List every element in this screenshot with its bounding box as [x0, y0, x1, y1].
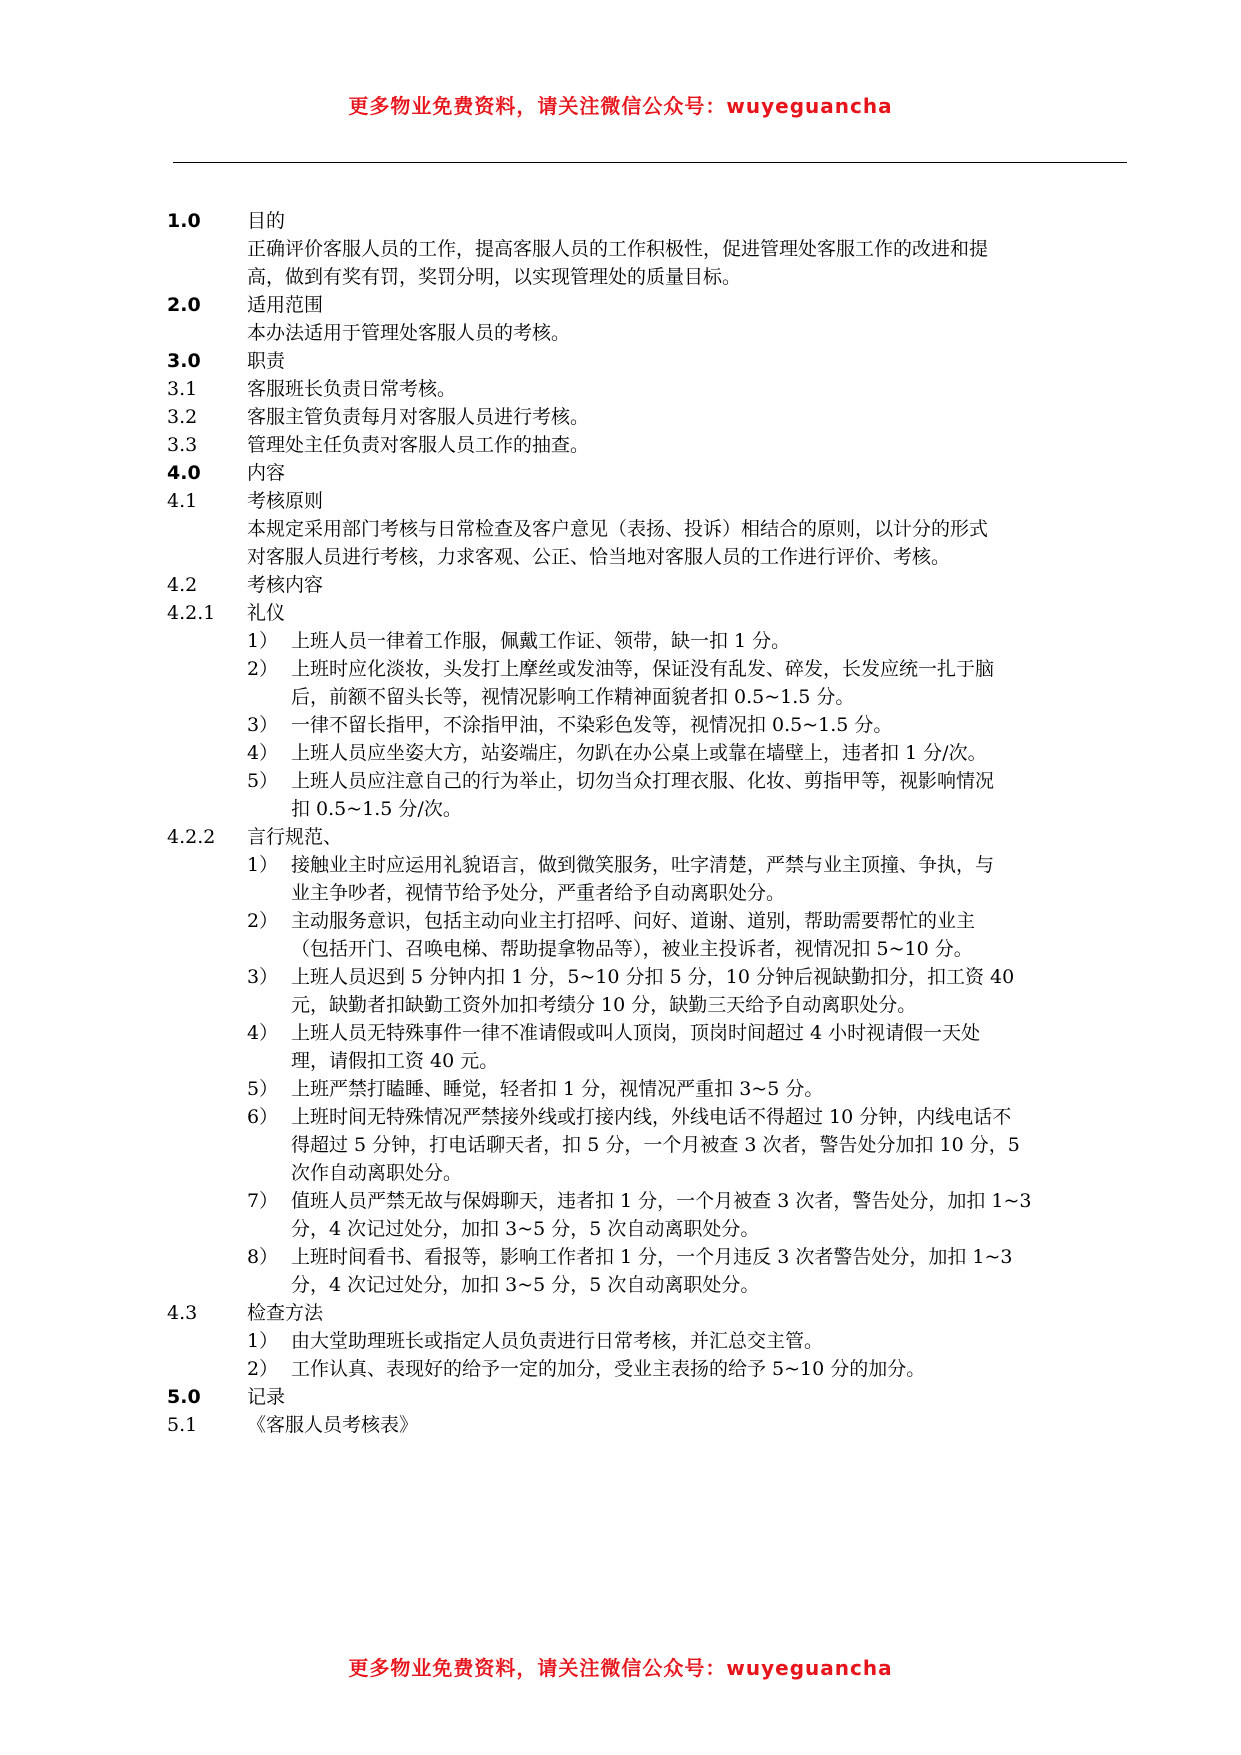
subsection-title: 考核内容: [247, 574, 324, 596]
subsection-row: [167, 403, 1127, 431]
subsection-title: 检查方法: [247, 1302, 324, 1324]
subsection-heading: [167, 1299, 1127, 1327]
list-line: 理，请假扣工资 40 元。: [291, 1050, 499, 1072]
list-item: [167, 1243, 1127, 1299]
subsection-row: [167, 431, 1127, 459]
subsection-number: 4.1: [167, 490, 198, 512]
paragraph-line: 对客服人员进行考核，力求客观、公正、恰当地对客服人员的工作进行评价、考核。: [247, 546, 951, 568]
subsection-number: 4.2.1: [167, 602, 216, 624]
subsection-title: 言行规范、: [247, 826, 343, 848]
list-line: 后，前额不留头长等，视情况影响工作精神面貌者扣 0.5~1.5 分。: [291, 686, 855, 708]
list-marker: 2）: [247, 1358, 279, 1380]
section-number: 3.0: [167, 350, 201, 372]
subsection-number: 4.3: [167, 1302, 198, 1324]
section-number: 1.0: [167, 210, 201, 232]
section-title: 职责: [247, 350, 286, 372]
list-item: [167, 1019, 1127, 1075]
section-5-heading: [167, 1383, 1127, 1411]
list-line: 上班时间看书、看报等，影响工作者扣 1 分，一个月违反 3 次者警告处分，加扣 1~3: [291, 1246, 1013, 1268]
list-marker: 5）: [247, 1078, 279, 1100]
subsection-text: 客服班长负责日常考核。: [247, 378, 457, 400]
subsubsection-heading: [167, 599, 1127, 627]
list-line: 得超过 5 分钟，打电话聊天者，扣 5 分，一个月被查 3 次者，警告处分加扣 10 分，5: [291, 1134, 1020, 1156]
section-2-heading: [167, 291, 1127, 319]
list-item: [167, 907, 1127, 963]
subsection-number: 4.2: [167, 574, 198, 596]
subsection-title: 考核原则: [247, 490, 324, 512]
list-item: [167, 963, 1127, 1019]
subsection-heading: [167, 487, 1127, 515]
subsection-number: 3.1: [167, 378, 198, 400]
list-line: 扣 0.5~1.5 分/次。: [291, 798, 462, 820]
paragraph-line: 本办法适用于管理处客服人员的考核。: [247, 322, 571, 344]
list-line: 上班人员无特殊事件一律不准请假或叫人顶岗，顶岗时间超过 4 小时视请假一天处: [291, 1022, 981, 1044]
subsection-text: 管理处主任负责对客服人员工作的抽查。: [247, 434, 590, 456]
section-number: 2.0: [167, 294, 201, 316]
list-item: [167, 767, 1127, 823]
subsection-row: [167, 375, 1127, 403]
list-line: 工作认真、表现好的给予一定的加分，受业主表扬的给予 5~10 分的加分。: [291, 1358, 926, 1380]
footer-banner: 更多物业免费资料，请关注微信公众号：wuyeguancha: [348, 1656, 893, 1680]
subsection-number: 5.1: [167, 1414, 198, 1436]
list-item: [167, 851, 1127, 907]
list-line: 上班人员应坐姿大方，站姿端庄，勿趴在办公桌上或靠在墙壁上，违者扣 1 分/次。: [291, 742, 987, 764]
list-line: 上班人员应注意自己的行为举止，切勿当众打理衣服、化妆、剪指甲等，视影响情况: [291, 770, 995, 792]
list-marker: 4）: [247, 1022, 279, 1044]
list-item: [167, 627, 1127, 655]
header-rule: [173, 162, 1127, 163]
list-marker: 4）: [247, 742, 279, 764]
list-item: [167, 1327, 1127, 1355]
paragraph-line: 本规定采用部门考核与日常检查及客户意见（表扬、投诉）相结合的原则，以计分的形式: [247, 518, 989, 540]
document-body: [167, 207, 1127, 1439]
subsection-row: [167, 1411, 1127, 1439]
list-item: [167, 1075, 1127, 1103]
list-line: （包括开门、召唤电梯、帮助提拿物品等），被业主投诉者，视情况扣 5~10 分。: [291, 938, 973, 960]
list-line: 上班严禁打瞌睡、睡觉，轻者扣 1 分，视情况严重扣 3~5 分。: [291, 1078, 824, 1100]
list-line: 业主争吵者，视情节给予处分，严重者给予自动离职处分。: [291, 882, 786, 904]
list-line: 上班人员迟到 5 分钟内扣 1 分，5~10 分扣 5 分，10 分钟后视缺勤扣分，扣工资 40: [291, 966, 1015, 988]
list-marker: 2）: [247, 658, 279, 680]
list-line: 元，缺勤者扣缺勤工资外加扣考绩分 10 分，缺勤三天给予自动离职处分。: [291, 994, 917, 1016]
list-marker: 7）: [247, 1190, 279, 1212]
subsection-heading: [167, 571, 1127, 599]
list-item: [167, 1103, 1127, 1187]
list-line: 上班时间无特殊情况严禁接外线或打接内线，外线电话不得超过 10 分钟，内线电话不: [291, 1106, 1012, 1128]
section-3-heading: [167, 347, 1127, 375]
list-item: [167, 711, 1127, 739]
header-banner: 更多物业免费资料，请关注微信公众号：wuyeguancha: [348, 94, 893, 118]
subsection-text: 《客服人员考核表》: [247, 1414, 419, 1436]
subsection-number: 3.2: [167, 406, 198, 428]
list-line: 分，4 次记过处分，加扣 3~5 分，5 次自动离职处分。: [291, 1218, 760, 1240]
list-item: [167, 1355, 1127, 1383]
list-line: 上班人员一律着工作服，佩戴工作证、领带，缺一扣 1 分。: [291, 630, 791, 652]
list-line: 由大堂助理班长或指定人员负责进行日常考核，并汇总交主管。: [291, 1330, 824, 1352]
section-number: 4.0: [167, 462, 201, 484]
list-marker: 2）: [247, 910, 279, 932]
subsubsection-heading: [167, 823, 1127, 851]
list-item: [167, 739, 1127, 767]
section-number: 5.0: [167, 1386, 201, 1408]
section-title: 内容: [247, 462, 286, 484]
section-1-heading: [167, 207, 1127, 235]
list-item: [167, 1187, 1127, 1243]
subsection-text: 客服主管负责每月对客服人员进行考核。: [247, 406, 590, 428]
subsection-number: 3.3: [167, 434, 198, 456]
list-marker: 5）: [247, 770, 279, 792]
list-marker: 1）: [247, 854, 279, 876]
list-item: [167, 655, 1127, 711]
list-marker: 8）: [247, 1246, 279, 1268]
list-marker: 3）: [247, 966, 279, 988]
list-marker: 3）: [247, 714, 279, 736]
list-marker: 1）: [247, 630, 279, 652]
list-line: 次作自动离职处分。: [291, 1162, 463, 1184]
list-line: 接触业主时应运用礼貌语言，做到微笑服务，吐字清楚，严禁与业主顶撞、争执，与: [291, 854, 995, 876]
list-line: 分，4 次记过处分，加扣 3~5 分，5 次自动离职处分。: [291, 1274, 760, 1296]
paragraph-line: 高，做到有奖有罚，奖罚分明，以实现管理处的质量目标。: [247, 266, 742, 288]
section-title: 目的: [247, 210, 286, 232]
paragraph-line: 正确评价客服人员的工作，提高客服人员的工作积极性，促进管理处客服工作的改进和提: [247, 238, 989, 260]
section-title: 适用范围: [247, 294, 324, 316]
section-title: 记录: [247, 1386, 286, 1408]
list-line: 一律不留长指甲，不涂指甲油，不染彩色发等，视情况扣 0.5~1.5 分。: [291, 714, 893, 736]
list-marker: 1）: [247, 1330, 279, 1352]
subsection-number: 4.2.2: [167, 826, 216, 848]
section-4-heading: [167, 459, 1127, 487]
list-marker: 6）: [247, 1106, 279, 1128]
subsection-title: 礼仪: [247, 602, 286, 624]
list-line: 上班时应化淡妆，头发打上摩丝或发油等，保证没有乱发、碎发，长发应统一扎于脑: [291, 658, 995, 680]
list-line: 值班人员严禁无故与保姆聊天，违者扣 1 分，一个月被查 3 次者，警告处分，加扣 1~3: [291, 1190, 1032, 1212]
list-line: 主动服务意识，包括主动向业主打招呼、问好、道谢、道别，帮助需要帮忙的业主: [291, 910, 976, 932]
